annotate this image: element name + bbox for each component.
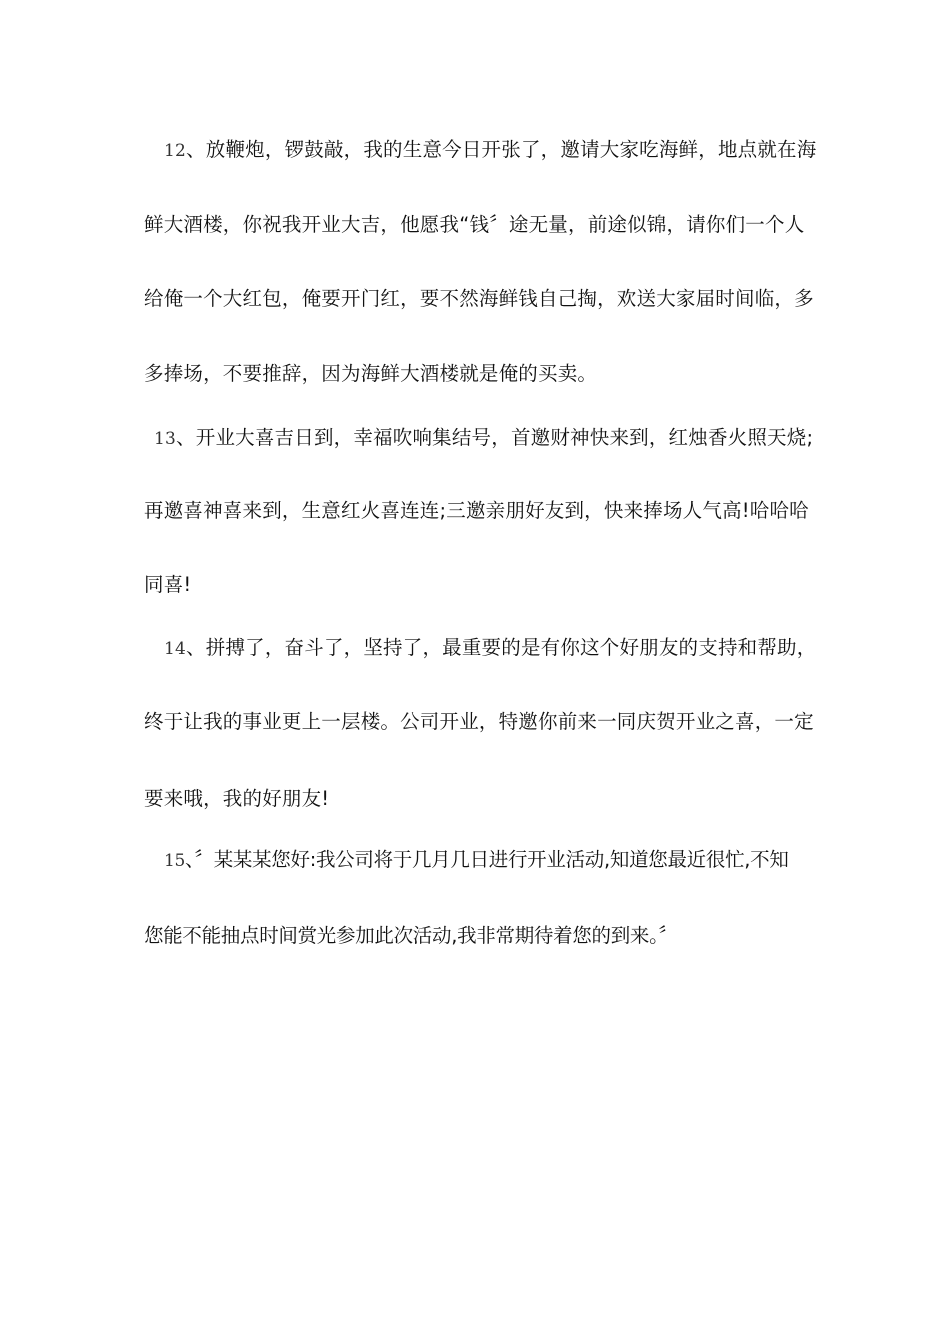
line-text: 、〞某某某您好:我公司将于几月几日进行开业活动,知道您最近很忙,不知: [185, 848, 789, 871]
paragraph-15-line-2: 您能不能抽点时间赏光参加此次活动,我非常期待着您的到来。〞: [144, 924, 678, 947]
paragraph-14-line-3: 要来哦，我的好朋友!: [144, 787, 330, 810]
line-text: 、开业大喜吉日到，幸福吹响集结号，首邀财神快来到，红烛香火照天烧;: [176, 426, 814, 449]
item-number: 14: [164, 639, 187, 659]
line-text: 、放鞭炮，锣鼓敲，我的生意今日开张了，邀请大家吃海鲜，地点就在海: [186, 138, 817, 161]
paragraph-13-line-1: [154, 424, 834, 453]
item-number: 13: [154, 429, 177, 449]
paragraph-15-line-1: [164, 846, 844, 875]
paragraph-14-line-1: [164, 634, 844, 663]
line-text: 、拼搏了，奋斗了，坚持了，最重要的是有你这个好朋友的支持和帮助，: [186, 636, 817, 659]
paragraph-12-line-4: 多捧场，不要推辞，因为海鲜大酒楼就是俺的买卖。: [144, 362, 598, 385]
paragraph-12-line-3: 给俺一个大红包，俺要开门红，要不然海鲜钱自己掏，欢送大家届时间临，多: [144, 287, 814, 310]
paragraph-12-line-1: [164, 136, 844, 165]
paragraph-14-line-2: 终于让我的事业更上一层楼。公司开业，特邀你前来一同庆贺开业之喜，一定: [144, 710, 814, 733]
item-number: 12: [164, 141, 187, 161]
item-number: 15: [164, 851, 186, 871]
paragraph-12-line-2: 鲜大酒楼，你祝我开业大吉，他愿我“钱〞途无量，前途似锦，请你们一个人: [144, 213, 805, 236]
paragraph-13-line-2: 再邀喜神喜来到，生意红火喜连连;三邀亲朋好友到，快来捧场人气高!哈哈哈: [144, 499, 809, 522]
paragraph-13-line-3: 同喜!: [144, 573, 192, 596]
